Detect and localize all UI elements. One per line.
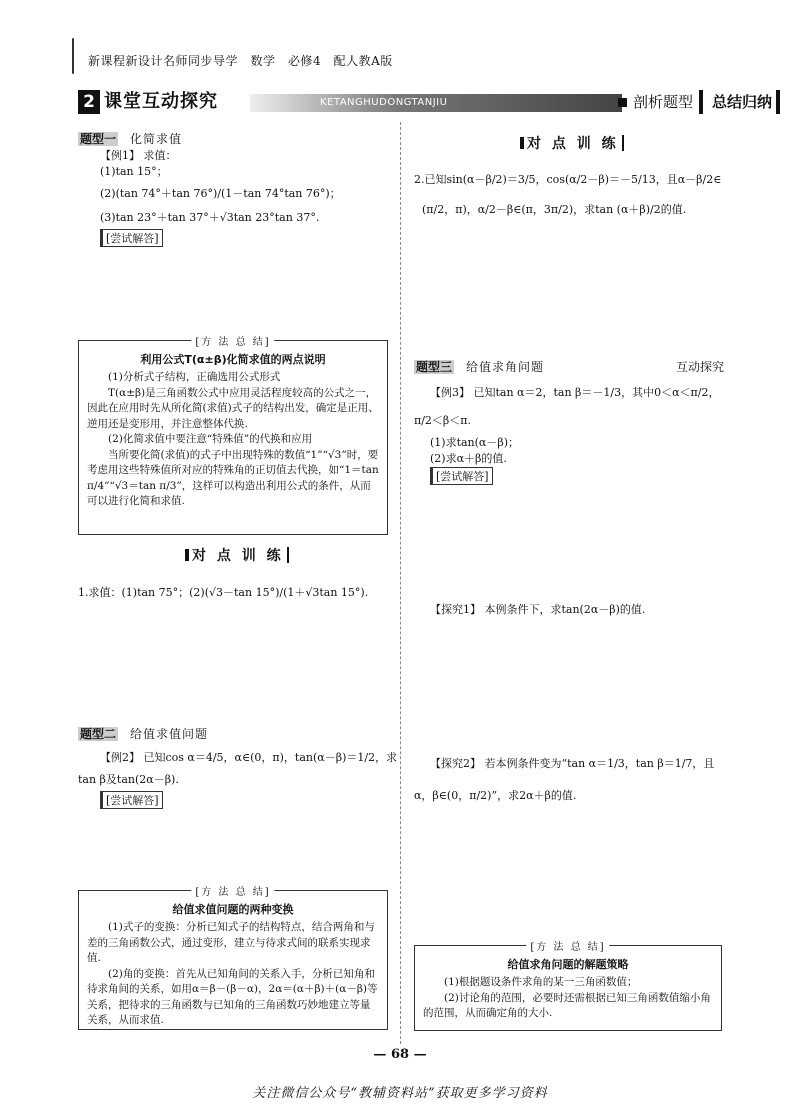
summary-title: 给值求值问题的两种变换	[172, 903, 294, 916]
section-banner	[78, 90, 773, 114]
example-2	[78, 750, 398, 809]
banner-pinyin: KETANGHUDONGTANJIU	[320, 97, 448, 108]
probe-2-line: 【探究2】 若本例条件变为“tan α＝1/3，tan β＝1/7，且	[430, 757, 715, 770]
summary-label: [方 法 总 结]	[191, 333, 274, 348]
probe-1: 【探究1】 本例条件下，求tan(2α－β)的值.	[430, 603, 646, 616]
banner-right-1: 剖析题型	[633, 90, 703, 114]
try-answer-label: [尝试解答]	[100, 791, 163, 809]
type3-right: 互动探究	[675, 360, 724, 374]
summary-box-2	[78, 887, 388, 1030]
probe-2-line: α，β∈(0，π/2)”，求2α＋β的值.	[414, 789, 577, 802]
type1-tag: 题型一	[80, 132, 117, 146]
ex3-line: 【例3】 已知tan α＝2，tan β＝－1/3，其中0＜α＜π/2，	[430, 386, 720, 399]
summary-line: (2)讨论角的范围，必要时还需根据已知三角函数值缩小角的范围，从而确定角的大小.	[423, 991, 711, 1019]
practice-2-line: 2.已知sin(α－β/2)＝3/5，cos(α/2－β)＝－5/13，且α－β/2∈	[414, 173, 722, 186]
ex1-line: 【例1】 求值：	[100, 149, 177, 162]
practice-2	[414, 172, 721, 218]
ex2-line: 【例2】 已知cos α＝4/5，α∈(0，π)，tan(α－β)＝1/2，求	[100, 751, 398, 764]
summary-label: [方 法 总 结]	[191, 883, 274, 898]
ex3-line: π/2＜β＜π.	[414, 414, 472, 427]
summary-title: 给值求角问题的解题策略	[507, 958, 629, 971]
summary-line: T(α±β)是三角函数公式中应用灵活程度较高的公式之一，因此在应用时先从所化简(求值)式子的结构出发，确定是正用、逆用还是变形用，并注意整体代换.	[87, 386, 379, 430]
type1-name: 化简求值	[130, 132, 183, 146]
practice-2-line: (π/2，π)，α/2－β∈(π，3π/2)，求tan (α＋β)/2的值.	[422, 203, 687, 216]
banner-square-icon	[618, 98, 627, 107]
summary-box-3	[414, 942, 722, 1031]
summary-line: (1)式子的变换：分析已知式子的结构特点，结合两角和与差的三角函数公式，通过变形，建立与待求式间的联系实现求值.	[87, 921, 375, 964]
type3-name: 给值求角问题	[466, 360, 545, 374]
column-divider	[400, 122, 401, 1044]
page-number: — 68 —	[373, 1047, 427, 1062]
type3-tag: 题型三	[416, 360, 453, 374]
try-answer-label: [尝试解答]	[100, 229, 163, 247]
banner-title: 课堂互动探究	[104, 91, 218, 112]
banner-number: 2	[78, 90, 100, 114]
banner-right-2: 总结归纳	[712, 90, 780, 114]
type1-heading	[78, 130, 182, 147]
book-title: 新课程新设计名师同步导学 数学 必修4 配人教A版	[88, 54, 393, 68]
practice-1: 1.求值：(1)tan 75°；(2)(√3－tan 15°)/(1＋√3tan 15°).	[78, 586, 369, 599]
probe-2	[414, 756, 715, 804]
type2-heading	[78, 725, 208, 742]
ex1-line: (1)tan 15°；	[100, 165, 168, 178]
summary-line: (1)根据题设条件求角的某一三角函数值；	[444, 976, 638, 988]
ex2-line: tan β及tan(2α－β).	[78, 773, 179, 786]
header-bracket	[72, 38, 74, 74]
ex3-line: (2)求α＋β的值.	[430, 452, 507, 465]
practice-heading-2: 对 点 训 练	[520, 133, 624, 153]
type2-name: 给值求值问题	[130, 727, 209, 741]
ex1-line: (3)tan 23°＋tan 37°＋√3tan 23°tan 37°.	[100, 211, 320, 224]
type3-heading	[414, 358, 724, 375]
ex1-line: (2)(tan 74°＋tan 76°)/(1－tan 74°tan 76°)；	[100, 187, 341, 200]
type2-tag: 题型二	[80, 727, 117, 741]
example-1	[100, 148, 341, 247]
ex3-line: (1)求tan(α－β)；	[430, 436, 520, 449]
banner-bar	[250, 94, 622, 112]
practice-heading-1: 对 点 训 练	[185, 545, 289, 565]
summary-line: (1)分析式子结构，正确选用公式形式	[108, 371, 281, 383]
example-3	[414, 385, 720, 485]
summary-label: [方 法 总 结]	[526, 938, 609, 953]
try-answer-label: [尝试解答]	[430, 467, 493, 485]
summary-box-1	[78, 337, 388, 535]
summary-line: (2)化简求值中要注意“特殊值”的代换和应用	[108, 433, 313, 445]
footer-note: 关注微信公众号“教辅资料站”获取更多学习资料	[252, 1086, 548, 1101]
summary-line: 当所要化简(求值)的式子中出现特殊的数值“1”“√3”时，要考虑用这些特殊值所对应的特殊角的正切值去代换，如“1＝tan π/4”“√3＝tan π/3”，这样可以构造出利用公式的条件，从而可以进行化简和求值.	[87, 448, 379, 507]
summary-line: (2)角的变换：首先从已知角间的关系入手，分析已知角和待求角间的关系，如用α＝β－(β－α)，2α＝(α＋β)＋(α－β)等关系，把待求的三角函数与已知角的三角函数巧妙地建立等量关系，从而求值.	[87, 967, 378, 1026]
summary-title: 利用公式T(α±β)化简求值的两点说明	[140, 353, 326, 366]
